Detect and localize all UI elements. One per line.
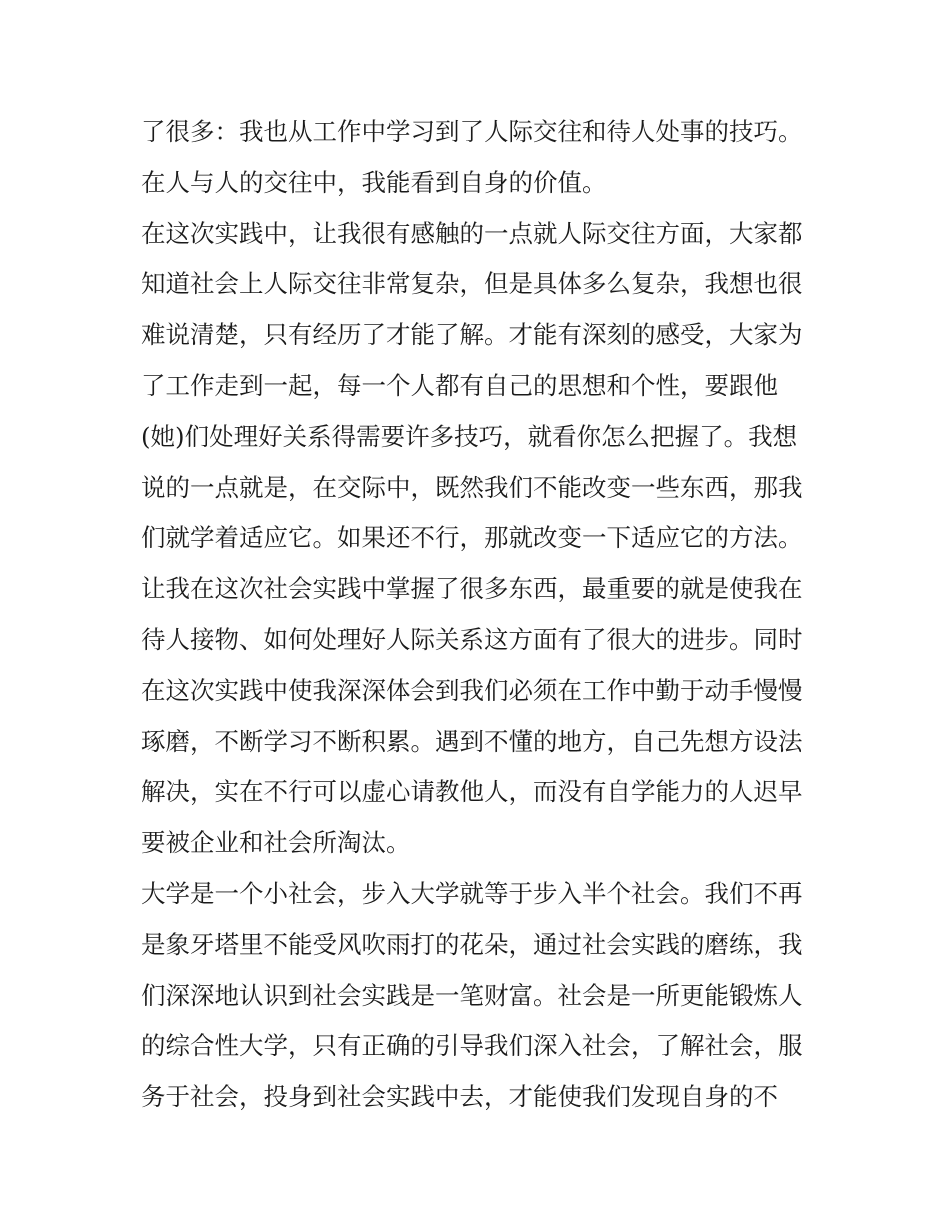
text-line: 的综合性大学，只有正确的引导我们深入社会，了解社会，服 (141, 1031, 803, 1061)
text-line: 难说清楚，只有经历了才能了解。才能有深刻的感受，大家为 (141, 320, 803, 350)
text-line: 琢磨，不断学习不断积累。遇到不懂的地方，自己先想方设法 (141, 726, 803, 756)
text-line: (她)们处理好关系得需要许多技巧，就看你怎么把握了。我想 (141, 421, 798, 451)
text-line: 在人与人的交往中，我能看到自身的价值。 (141, 167, 607, 197)
text-line: 在这次实践中使我深深体会到我们必须在工作中勤于动手慢慢 (141, 675, 803, 705)
text-line: 让我在这次社会实践中掌握了很多东西，最重要的就是使我在 (141, 574, 803, 604)
text-line: 待人接物、如何处理好人际关系这方面有了很大的进步。同时 (141, 624, 803, 654)
document-body (141, 107, 821, 1123)
text-line: 是象牙塔里不能受风吹雨打的花朵，通过社会实践的磨练，我 (141, 929, 803, 959)
text-line: 了很多：我也从工作中学习到了人际交往和待人处事的技巧。 (141, 117, 803, 146)
text-line: 了工作走到一起，每一个人都有自己的思想和个性，要跟他 (141, 370, 778, 400)
text-line: 们就学着适应它。如果还不行，那就改变一下适应它的方法。 (141, 523, 803, 553)
text-line: 解决，实在不行可以虚心请教他人，而没有自学能力的人迟早 (141, 777, 803, 807)
text-line: 要被企业和社会所淘汰。 (141, 828, 411, 858)
text-line: 说的一点就是，在交际中，既然我们不能改变一些东西，那我 (141, 472, 803, 502)
text-line: 知道社会上人际交往非常复杂，但是具体多么复杂，我想也很 (141, 269, 803, 299)
text-line: 在这次实践中，让我很有感触的一点就人际交往方面，大家都 (141, 218, 803, 248)
text-line: 大学是一个小社会，步入大学就等于步入半个社会。我们不再 (141, 878, 803, 908)
text-line: 们深深地认识到社会实践是一笔财富。社会是一所更能锻炼人 (141, 980, 803, 1010)
text-line: 务于社会，投身到社会实践中去，才能使我们发现自身的不 (141, 1082, 778, 1112)
